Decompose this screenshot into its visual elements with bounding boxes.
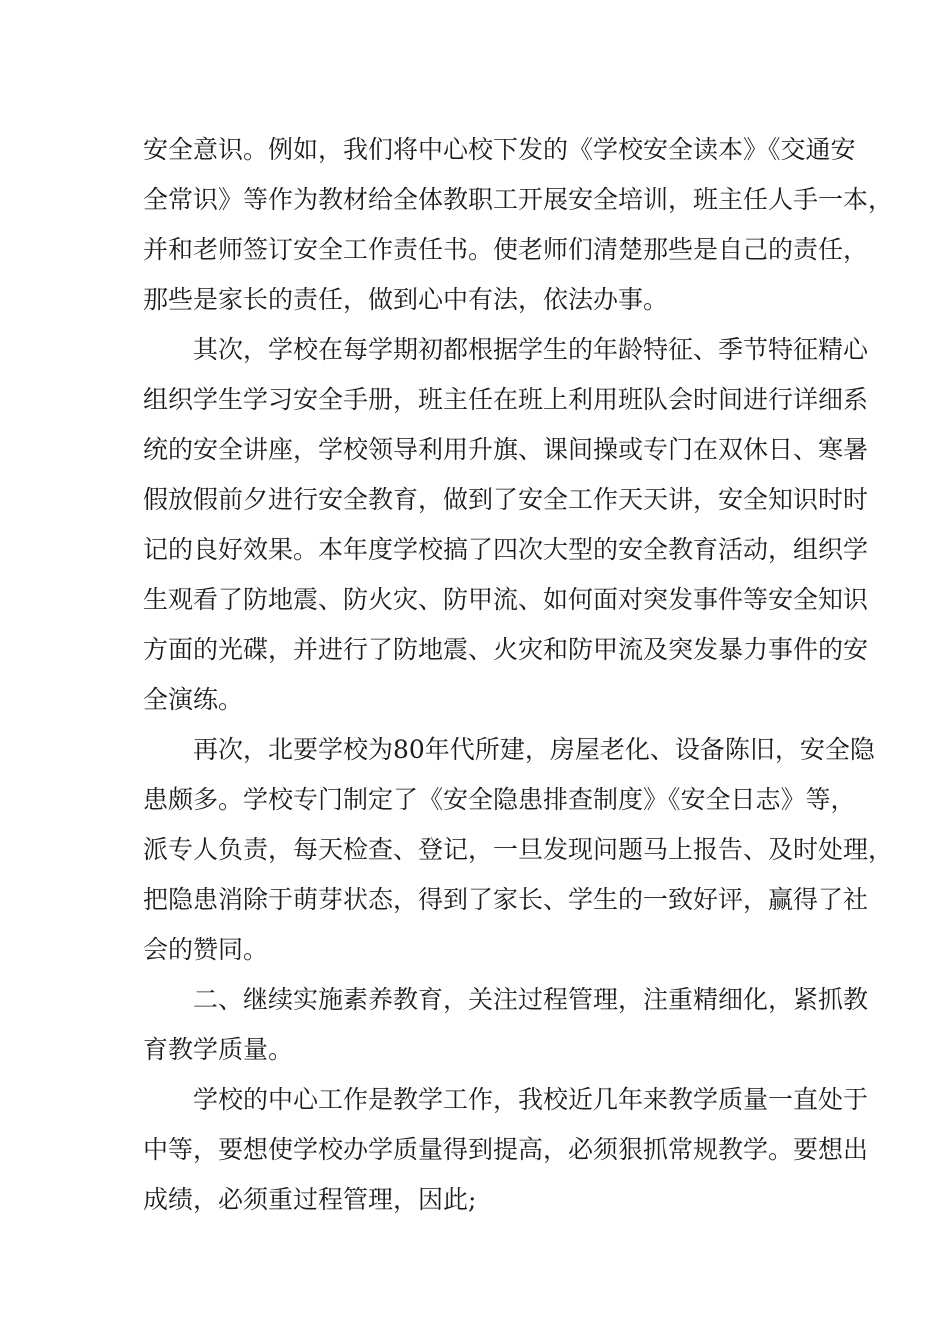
text-line: 其次，学校在每学期初都根据学生的年龄特征、季节特征精心: [193, 335, 869, 364]
text-line: 育教学质量。: [143, 1035, 294, 1064]
text-line: 生观看了防地震、防火灾、防甲流、如何面对突发事件等安全知识: [143, 585, 869, 614]
text-line: 全演练。: [143, 685, 244, 714]
text-line: 那些是家长的责任，做到心中有法，依法办事。: [143, 285, 669, 314]
text-line: 派专人负责，每天检查、登记，一旦发现问题马上报告、及时处理，: [143, 835, 894, 864]
text-line: 假放假前夕进行安全教育，做到了安全工作天天讲，安全知识时时: [143, 485, 869, 514]
text-line: 会的赞同。: [143, 935, 269, 964]
text-line: 中等，要想使学校办学质量得到提高，必须狠抓常规教学。要想出: [143, 1135, 869, 1164]
text-line: 并和老师签订安全工作责任书。使老师们清楚那些是自己的责任，: [143, 235, 869, 264]
text-line: 安全意识。例如，我们将中心校下发的《学校安全读本》《交通安: [143, 135, 856, 164]
body-text: [143, 125, 894, 1225]
text-line: 学校的中心工作是教学工作，我校近几年来教学质量一直处于: [193, 1085, 869, 1114]
text-line: 再次，北要学校为80年代所建，房屋老化、设备陈旧，安全隐: [193, 735, 875, 764]
text-line: 组织学生学习安全手册，班主任在班上利用班队会时间进行详细系: [143, 385, 869, 414]
text-line: 把隐患消除于萌芽状态，得到了家长、学生的一致好评，赢得了社: [143, 885, 869, 914]
text-line: 记的良好效果。本年度学校搞了四次大型的安全教育活动，组织学: [143, 535, 869, 564]
text-line: 成绩，必须重过程管理，因此;: [143, 1185, 477, 1214]
text-line: 统的安全讲座，学校领导利用升旗、课间操或专门在双休日、寒暑: [143, 435, 869, 464]
text-line: 方面的光碟，并进行了防地震、火灾和防甲流及突发暴力事件的安: [143, 635, 869, 664]
text-line: 患颇多。学校专门制定了《安全隐患排查制度》《安全日志》等，: [143, 785, 856, 814]
text-line: 二、继续实施素养教育，关注过程管理，注重精细化，紧抓教: [193, 985, 869, 1014]
text-line: 全常识》等作为教材给全体教职工开展安全培训，班主任人手一本，: [143, 185, 894, 214]
